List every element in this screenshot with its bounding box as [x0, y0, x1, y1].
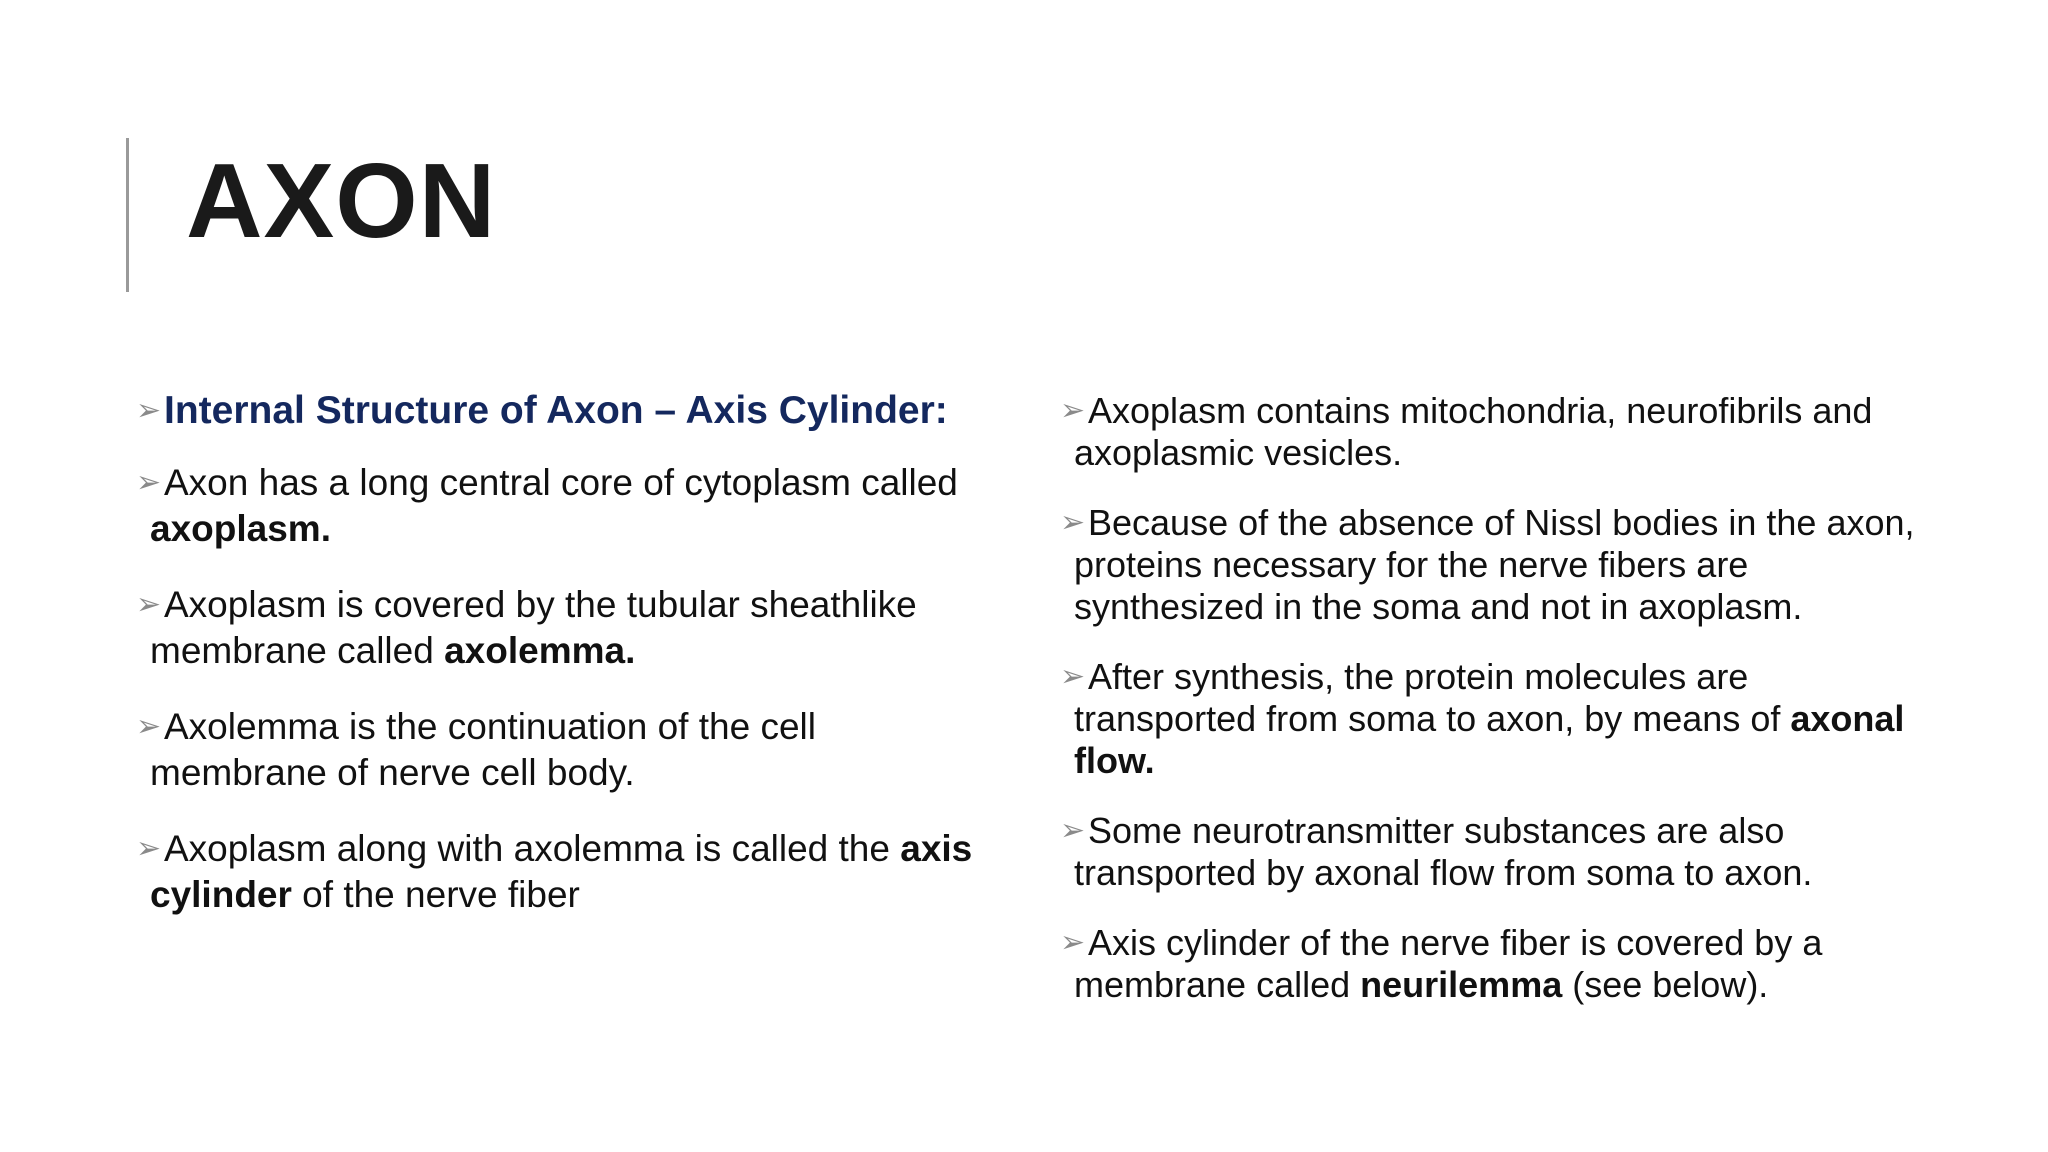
- item-text: Axoplasm contains mitochondria, neurofibrils and axoplasmic vesicles.: [1074, 390, 1873, 473]
- right-column: [1060, 390, 1920, 1034]
- arrow-bullet-icon: ➢: [1060, 925, 1086, 960]
- item-bold-term: axolemma.: [444, 630, 636, 671]
- list-item: [136, 704, 976, 796]
- arrow-bullet-icon: ➢: [136, 709, 162, 744]
- item-text: Some neurotransmitter substances are also transported by axonal flow from soma to axon.: [1074, 810, 1813, 893]
- item-text: Axoplasm is covered by the tubular sheathlike membrane called: [150, 584, 917, 671]
- item-text-after: (see below).: [1562, 964, 1769, 1005]
- item-text: Axis cylinder of the nerve fiber is covered by a membrane called: [1074, 922, 1823, 1005]
- list-item: [1060, 810, 1920, 894]
- item-bold-term: neurilemma: [1360, 964, 1563, 1005]
- left-column: [136, 388, 976, 948]
- title-accent-bar: [126, 138, 129, 292]
- item-bold-term: axis cylinder: [150, 828, 973, 915]
- item-text-after: of the nerve fiber: [291, 874, 580, 915]
- section-heading: [136, 388, 976, 434]
- item-text: Because of the absence of Nissl bodies in the axon, proteins necessary for the nerve fibers are synthesized in the soma and not in axoplasm.: [1074, 502, 1915, 627]
- arrow-bullet-icon: ➢: [136, 465, 162, 500]
- arrow-bullet-icon: ➢: [1060, 393, 1086, 428]
- item-text: Axoplasm along with axolemma is called the: [164, 828, 901, 869]
- list-item: [136, 826, 976, 918]
- list-item: [136, 460, 976, 552]
- item-text: Axolemma is the continuation of the cell membrane of nerve cell body.: [150, 706, 816, 793]
- list-item: [1060, 390, 1920, 474]
- list-item: [1060, 656, 1920, 782]
- slide-title: AXON: [186, 142, 497, 260]
- item-bold-term: axonal flow.: [1074, 698, 1905, 781]
- list-item: [1060, 922, 1920, 1006]
- list-item: [136, 582, 976, 674]
- arrow-bullet-icon: ➢: [1060, 813, 1086, 848]
- item-text: After synthesis, the protein molecules are transported from soma to axon, by means of: [1074, 656, 1791, 739]
- item-bold-term: axoplasm.: [150, 508, 331, 549]
- item-text: Axon has a long central core of cytoplasm called: [164, 462, 958, 503]
- arrow-bullet-icon: ➢: [1060, 659, 1086, 694]
- arrow-bullet-icon: ➢: [136, 587, 162, 622]
- arrow-bullet-icon: ➢: [1060, 505, 1086, 540]
- arrow-bullet-icon: ➢: [136, 393, 162, 428]
- list-item: [1060, 502, 1920, 628]
- arrow-bullet-icon: ➢: [136, 831, 162, 866]
- section-heading-text: Internal Structure of Axon – Axis Cylinder:: [164, 389, 948, 432]
